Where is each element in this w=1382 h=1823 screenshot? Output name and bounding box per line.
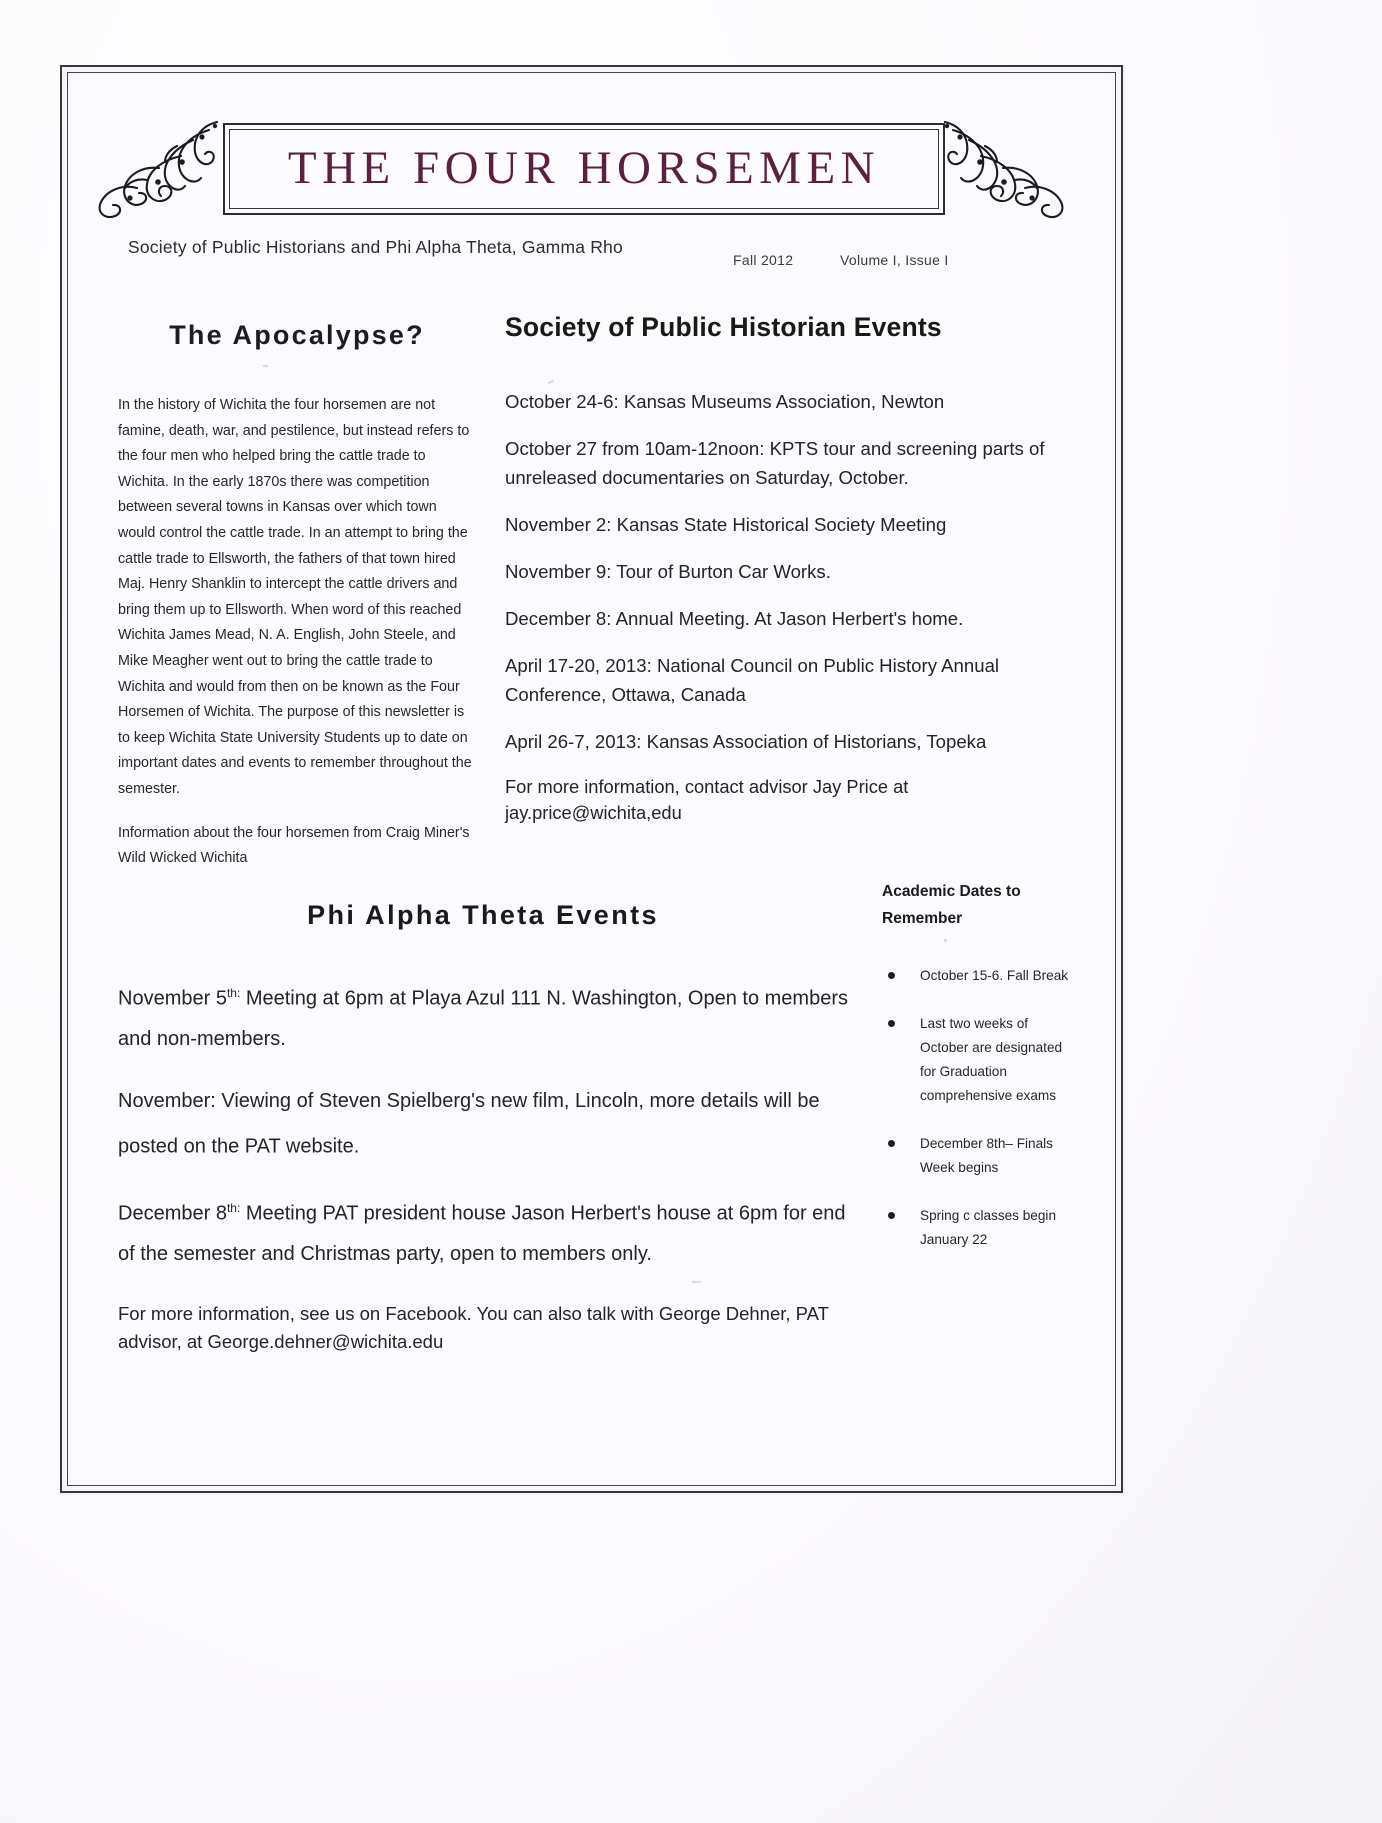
article-body: In the history of Wichita the four horsemen are not famine, death, war, and pestilence, but instead refers to the four men who helped bring the cattle trade to Wichita. In the early 1870s there was competition between several towns in Kansas over which town would control the cattle trade. In an attempt to bring the cattle trade to Ellsworth, the fathers of that town hired Maj. Henry Shanklin to intercept the cattle drivers and bring them up to Ellsworth. When word of this reached Wichita James Mead, N. A. English, John Steele, and Mike Meagher went out to bring the cattle trade to Wichita and would from then on be known as the Four Horsemen of Wichita. The purpose of this newsletter is to keep Wichita State University Students up to date on important dates and events to remember throughout the semester. bbox=[118, 397, 472, 797]
newsletter-subtitle: Society of Public Historians and Phi Alpha Theta, Gamma Rho bbox=[128, 237, 623, 257]
academic-dates-sidebar bbox=[882, 878, 1072, 1276]
list-item-label: December 8th– Finals Week begins bbox=[920, 1136, 1053, 1175]
article-column bbox=[118, 320, 476, 890]
pat-paragraph bbox=[118, 973, 848, 1059]
masthead bbox=[95, 118, 1095, 223]
pat-paragraph bbox=[118, 1188, 848, 1274]
pat-paragraph bbox=[118, 1081, 848, 1167]
list-item-label: October 15-6. Fall Break bbox=[920, 968, 1069, 983]
pat-heading: Phi Alpha Theta Events bbox=[307, 900, 659, 930]
list-item bbox=[882, 964, 1072, 988]
pat-paragraph-post: Meeting PAT president house Jason Herbert's house at 6pm for end of the semester and Christmas party, open to members only. bbox=[118, 1202, 846, 1265]
scan-speck bbox=[692, 1281, 701, 1283]
event-item: April 17-20, 2013: National Council on Public History Annual Conference, Ottawa, Canada bbox=[505, 655, 1000, 705]
decorative-flourish-left-icon bbox=[89, 116, 229, 221]
pat-paragraph-pre: November: Viewing of Steven Spielberg's new film, Lincoln, more details will be posted on the PAT website. bbox=[118, 1089, 820, 1158]
bullet-icon bbox=[888, 1212, 895, 1219]
newsletter-title: THE FOUR HORSEMEN bbox=[287, 141, 881, 194]
sidebar-heading: Academic Dates to Remember bbox=[882, 883, 1021, 927]
bullet-icon bbox=[888, 1020, 895, 1027]
scan-speck bbox=[263, 365, 268, 367]
list-item-label: Last two weeks of October are designated for Graduation comprehensive exams bbox=[920, 1016, 1063, 1103]
event-item: December 8: Annual Meeting. At Jason Herbert's home. bbox=[505, 608, 964, 629]
pat-paragraph-sup: th: bbox=[226, 1201, 241, 1216]
pat-paragraph-post: Meeting at 6pm at Playa Azul 111 N. Washington, Open to members and non-members. bbox=[118, 987, 848, 1050]
event-item: April 26-7, 2013: Kansas Association of Historians, Topeka bbox=[505, 731, 987, 752]
events-heading: Society of Public Historian Events bbox=[505, 312, 942, 342]
pat-contact: For more information, see us on Facebook. You can also talk with George Dehner, PAT advisor, at George.dehner@wichita.edu bbox=[118, 1302, 829, 1352]
sidebar-list bbox=[882, 964, 1072, 1252]
pat-paragraph-pre: December 8 bbox=[118, 1202, 227, 1225]
issue-date: Fall 2012 bbox=[733, 252, 794, 268]
event-item: November 9: Tour of Burton Car Works. bbox=[505, 561, 831, 582]
scan-speck bbox=[944, 939, 947, 942]
bullet-icon bbox=[888, 972, 895, 979]
events-contact: For more information, contact advisor Jay Price at jay.price@wichita,edu bbox=[505, 776, 909, 823]
list-item bbox=[882, 1012, 1072, 1108]
list-item bbox=[882, 1204, 1072, 1252]
masthead-frame bbox=[223, 123, 945, 215]
pat-paragraph-pre: November 5 bbox=[118, 987, 227, 1010]
events-column bbox=[505, 312, 1070, 826]
event-item: November 2: Kansas State Historical Society Meeting bbox=[505, 514, 947, 535]
decorative-flourish-right-icon bbox=[933, 116, 1073, 221]
pat-paragraph-sup: th: bbox=[226, 986, 241, 1000]
event-item: October 27 from 10am-12noon: KPTS tour and screening parts of unreleased documentaries on Saturday, October. bbox=[505, 438, 1045, 488]
article-heading: The Apocalypse? bbox=[169, 320, 425, 350]
bullet-icon bbox=[888, 1140, 895, 1147]
list-item bbox=[882, 1132, 1072, 1180]
event-item: October 24-6: Kansas Museums Association, Newton bbox=[505, 391, 945, 412]
article-source-note: Information about the four horsemen from Craig Miner's Wild Wicked Wichita bbox=[118, 824, 470, 867]
issue-volume: Volume I, Issue I bbox=[840, 252, 949, 268]
list-item-label: Spring c classes begin January 22 bbox=[920, 1208, 1057, 1247]
pat-section bbox=[118, 900, 848, 1356]
